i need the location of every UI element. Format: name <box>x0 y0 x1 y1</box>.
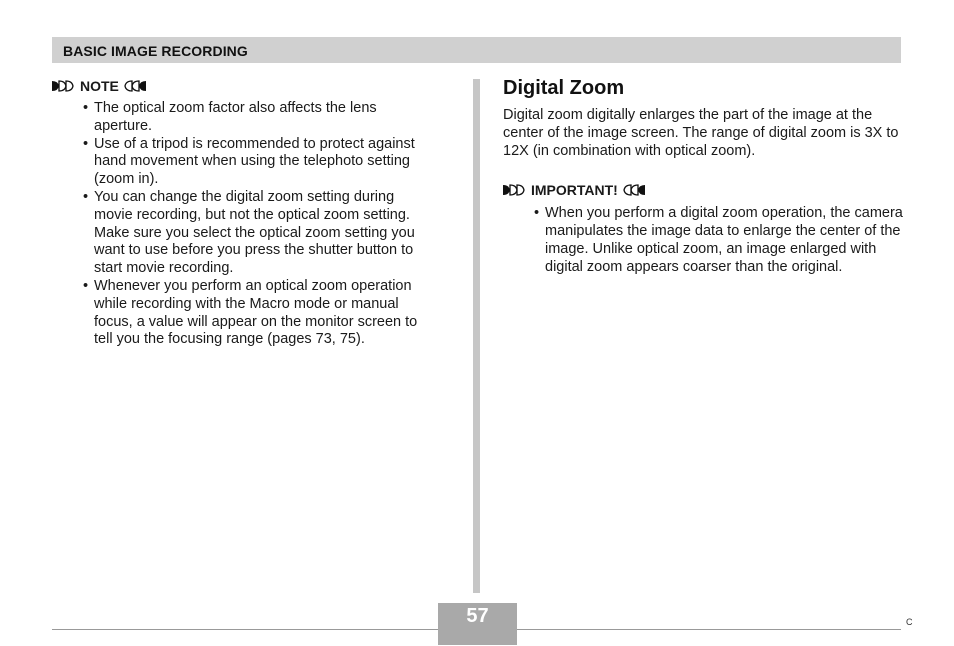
note-item-text: The optical zoom factor also affects the lens aperture. <box>94 100 377 134</box>
column-divider <box>473 79 480 593</box>
note-list <box>52 100 436 349</box>
note-item-text: Whenever you perform an optical zoom operation while recording with the Macro mode or manual focus, a value will appear on the monitor screen to tell you the focusing range (pages 73, 75). <box>94 277 418 348</box>
note-item <box>52 278 436 349</box>
bullet-glyph: • <box>83 277 89 294</box>
note-item-text: Use of a tripod is recommended to protect against hand movement when using the telephoto setting (zoom in). <box>94 135 415 188</box>
note-item <box>52 136 436 189</box>
important-heading <box>503 182 903 198</box>
important-list <box>503 205 903 276</box>
important-item <box>503 205 903 276</box>
section-header-bar <box>52 37 901 63</box>
important-label: IMPORTANT! <box>531 182 618 199</box>
triple-arrow-left-icon <box>124 80 146 92</box>
bullet-glyph: • <box>83 188 89 205</box>
notes-column <box>52 78 436 349</box>
bullet-glyph: • <box>83 100 89 116</box>
note-item-text: You can change the digital zoom setting during movie recording, but not the optical zoom setting. Make sure you select the optical zoom setting you want to use before you press the shutter button to start movie recording. <box>94 188 415 277</box>
corner-mark: C <box>906 617 913 627</box>
triple-arrow-left-icon <box>623 184 645 196</box>
note-heading <box>52 78 436 94</box>
triple-arrow-right-icon <box>503 184 525 196</box>
bullet-glyph: • <box>83 135 89 152</box>
important-item-text: When you perform a digital zoom operation, the camera manipulates the image data to enlarge the center of the image. Unlike optical zoom, an image enlarged with digital zoom appears coarser than the original. <box>545 205 903 275</box>
triple-arrow-right-icon <box>52 80 74 92</box>
page-number-box <box>438 603 517 645</box>
page-title: Digital Zoom <box>503 77 625 99</box>
section-header-title: BASIC IMAGE RECORDING <box>63 43 248 59</box>
note-item <box>52 100 436 136</box>
intro-paragraph: Digital zoom digitally enlarges the part of the image at the center of the image screen. The range of digital zoom is 3X to 12X (in combination with optical zoom). <box>503 107 899 159</box>
digital-zoom-column <box>503 77 903 277</box>
bullet-glyph: • <box>534 205 540 222</box>
page-number: 57 <box>466 605 489 627</box>
note-item <box>52 189 436 278</box>
note-label: NOTE <box>80 78 119 94</box>
